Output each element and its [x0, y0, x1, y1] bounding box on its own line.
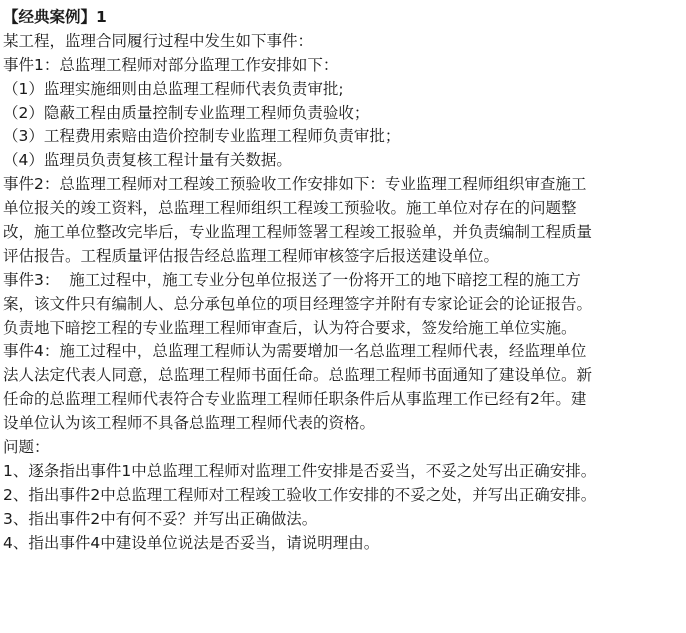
event-1-item-1: （1）监理实施细则由总监理工程师代表负责审批;: [3, 79, 344, 98]
event-2-line-1: 事件2：总监理工程师对工程竣工预验收工作安排如下：专业监理工程师组织审查施工: [3, 175, 587, 194]
event-2-line-3: 改，施工单位整改完毕后，专业监理工程师签署工程竣工报验单，并负责编制工程质量: [3, 223, 593, 242]
questions-heading: 问题：: [3, 438, 50, 457]
case-document: [3, 6, 683, 555]
event-2-line-4: 评估报告。工程质量评估报告经总监理工程师审核签字后报送建设单位。: [3, 246, 500, 265]
event-4-line-1: 事件4：施工过程中，总监理工程师认为需要增加一名总监理工程师代表，经监理单位: [3, 342, 587, 361]
event-2-line-2: 单位报关的竣工资料，总监理工程师组织工程竣工预验收。施工单位对存在的问题整: [3, 199, 577, 218]
event-1-item-3: （3）工程费用索赔由造价控制专业监理工程师负责审批；: [3, 127, 401, 146]
event-3-line-1: 事件3： 施工过程中，施工专业分包单位报送了一份将开工的地下暗挖工程的施工方: [3, 270, 581, 289]
event-3-line-2: 案，该文件只有编制人、总分承包单位的项目经理签字并附有专家论证会的论证报告。: [3, 294, 593, 313]
event-4-line-2: 法人法定代表人同意，总监理工程师书面任命。总监理工程师书面通知了建设单位。新: [3, 366, 593, 385]
case-title: 【经典案例】1: [3, 8, 107, 26]
question-4: 4、指出事件4中建设单位说法是否妥当，请说明理由。: [3, 533, 380, 552]
event-1-heading: 事件1：总监理工程师对部分监理工作安排如下：: [3, 55, 339, 74]
event-4-line-3: 任命的总监理工程师代表符合专业监理工程师任职条件后从事监理工作已经有2年。建: [3, 390, 587, 409]
event-4-line-4: 设单位认为该工程师不具备总监理工程师代表的资格。: [3, 414, 376, 433]
event-1-item-2: （2）隐蔽工程由质量控制专业监理工程师负责验收；: [3, 103, 370, 122]
event-3-line-3: 负责地下暗挖工程的专业监理工程师审查后，认为符合要求，签发给施工单位实施。: [3, 318, 577, 337]
question-1: 1、逐条指出事件1中总监理工程师对监理工件安排是否妥当，不妥之处写出正确安排。: [3, 461, 597, 480]
intro-line: 某工程，监理合同履行过程中发生如下事件：: [3, 31, 314, 50]
question-2: 2、指出事件2中总监理工程师对工程竣工验收工作安排的不妥之处，并写出正确安排。: [3, 485, 597, 504]
question-3: 3、指出事件2中有何不妥？并写出正确做法。: [3, 509, 318, 528]
event-1-item-4: （4）监理员负责复核工程计量有关数据。: [3, 151, 292, 170]
